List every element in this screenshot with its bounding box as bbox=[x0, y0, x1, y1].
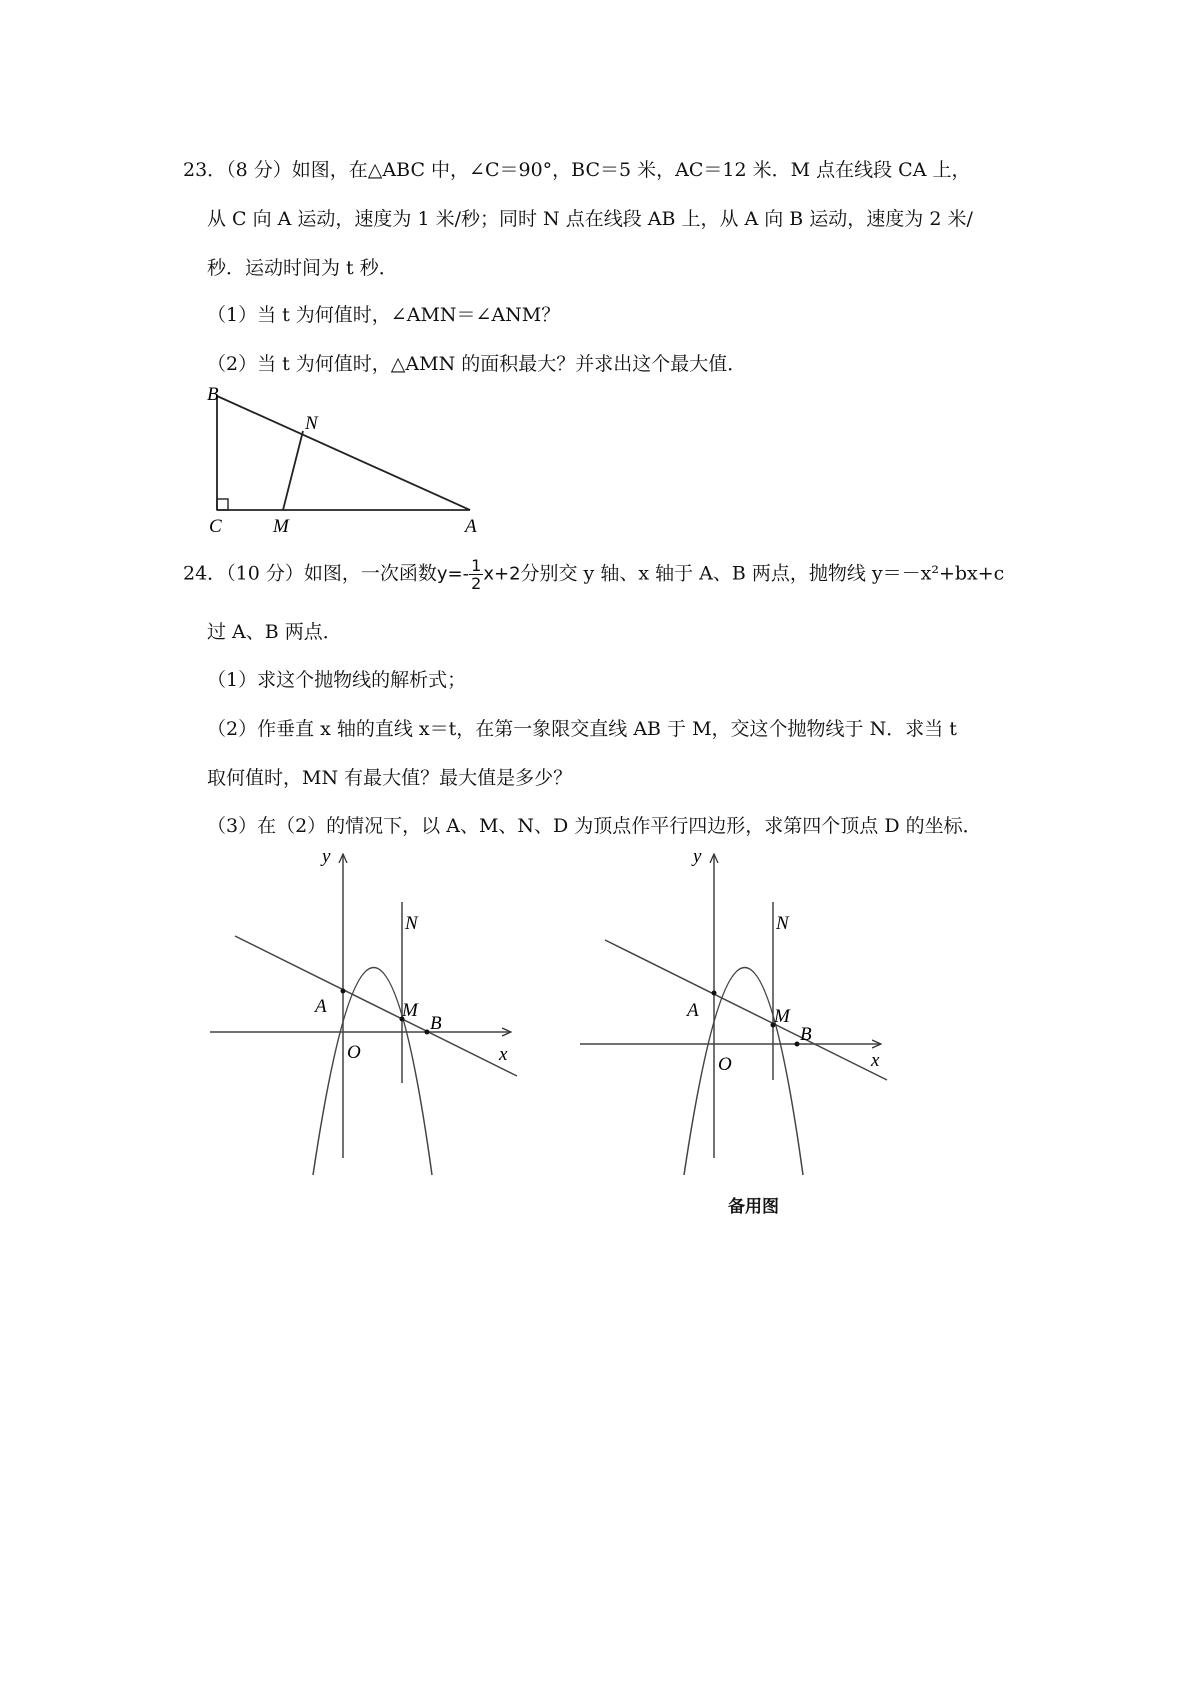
linear-function-suffix: x+2 bbox=[483, 563, 521, 585]
q23-line-3: 秒．运动时间为 t 秒． bbox=[207, 257, 398, 279]
q24-line-1 bbox=[183, 557, 1004, 592]
label-A: A bbox=[687, 1000, 699, 1021]
label-N: N bbox=[776, 913, 789, 934]
q23-part-2: （2）当 t 为何值时，△AMN 的面积最大？并求出这个最大值． bbox=[207, 353, 747, 375]
q24-part-3: （3）在（2）的情况下，以 A、M、N、D 为顶点作平行四边形，求第四个顶点 D 的坐标． bbox=[207, 815, 982, 837]
fraction-denominator: 2 bbox=[471, 574, 482, 593]
label-M: M bbox=[774, 1006, 790, 1027]
label-C: C bbox=[209, 516, 222, 534]
label-A: A bbox=[465, 516, 477, 534]
q24-part-2a: （2）作垂直 x 轴的直线 x＝t，在第一象限交直线 AB 于 M，交这个抛物线于 N．求当 t bbox=[207, 718, 957, 740]
label-N: N bbox=[305, 413, 318, 434]
label-B: B bbox=[800, 1024, 812, 1045]
label-N: N bbox=[405, 913, 418, 934]
q24-backup-figure bbox=[575, 840, 895, 1180]
q24-part-2b: 取何值时，MN 有最大值？最大值是多少？ bbox=[207, 767, 573, 789]
label-B: B bbox=[207, 384, 219, 405]
fraction-one-half bbox=[469, 557, 483, 592]
q24-parabola-figure bbox=[205, 840, 525, 1180]
label-O: O bbox=[718, 1054, 732, 1075]
label-A: A bbox=[315, 996, 327, 1017]
axis-label-y: y bbox=[322, 846, 331, 867]
label-O: O bbox=[347, 1042, 361, 1063]
q23-part-1: （1）当 t 为何值时，∠AMN＝∠ANM？ bbox=[207, 304, 561, 326]
q23-line-1: 23．（8 分）如图，在△ABC 中，∠C＝90°，BC＝5 米，AC＝12 米．M 点在线段 CA 上， bbox=[183, 159, 971, 181]
axis-label-x: x bbox=[499, 1044, 508, 1065]
label-M: M bbox=[402, 1000, 418, 1021]
q24-part-1: （1）求这个抛物线的解析式； bbox=[207, 669, 467, 691]
q24-line-2: 过 A、B 两点． bbox=[207, 621, 342, 643]
fraction-numerator: 1 bbox=[471, 556, 482, 575]
q23-line-2: 从 C 向 A 运动，速度为 1 米/秒；同时 N 点在线段 AB 上，从 A 向 B 运动，速度为 2 米/ bbox=[207, 208, 973, 230]
axis-label-x: x bbox=[871, 1050, 880, 1071]
linear-function-prefix: y=- bbox=[436, 563, 470, 585]
label-M: M bbox=[273, 516, 289, 534]
q24-line-1-after: 分别交 y 轴、x 轴于 A、B 两点，抛物线 y＝－x²+bx+c bbox=[520, 562, 1005, 585]
backup-figure-caption: 备用图 bbox=[728, 1197, 779, 1217]
axis-label-y: y bbox=[693, 846, 702, 867]
label-B: B bbox=[430, 1013, 442, 1034]
q24-line-1-before: 24．（10 分）如图，一次函数 bbox=[183, 562, 437, 585]
q23-triangle-figure bbox=[205, 384, 495, 534]
